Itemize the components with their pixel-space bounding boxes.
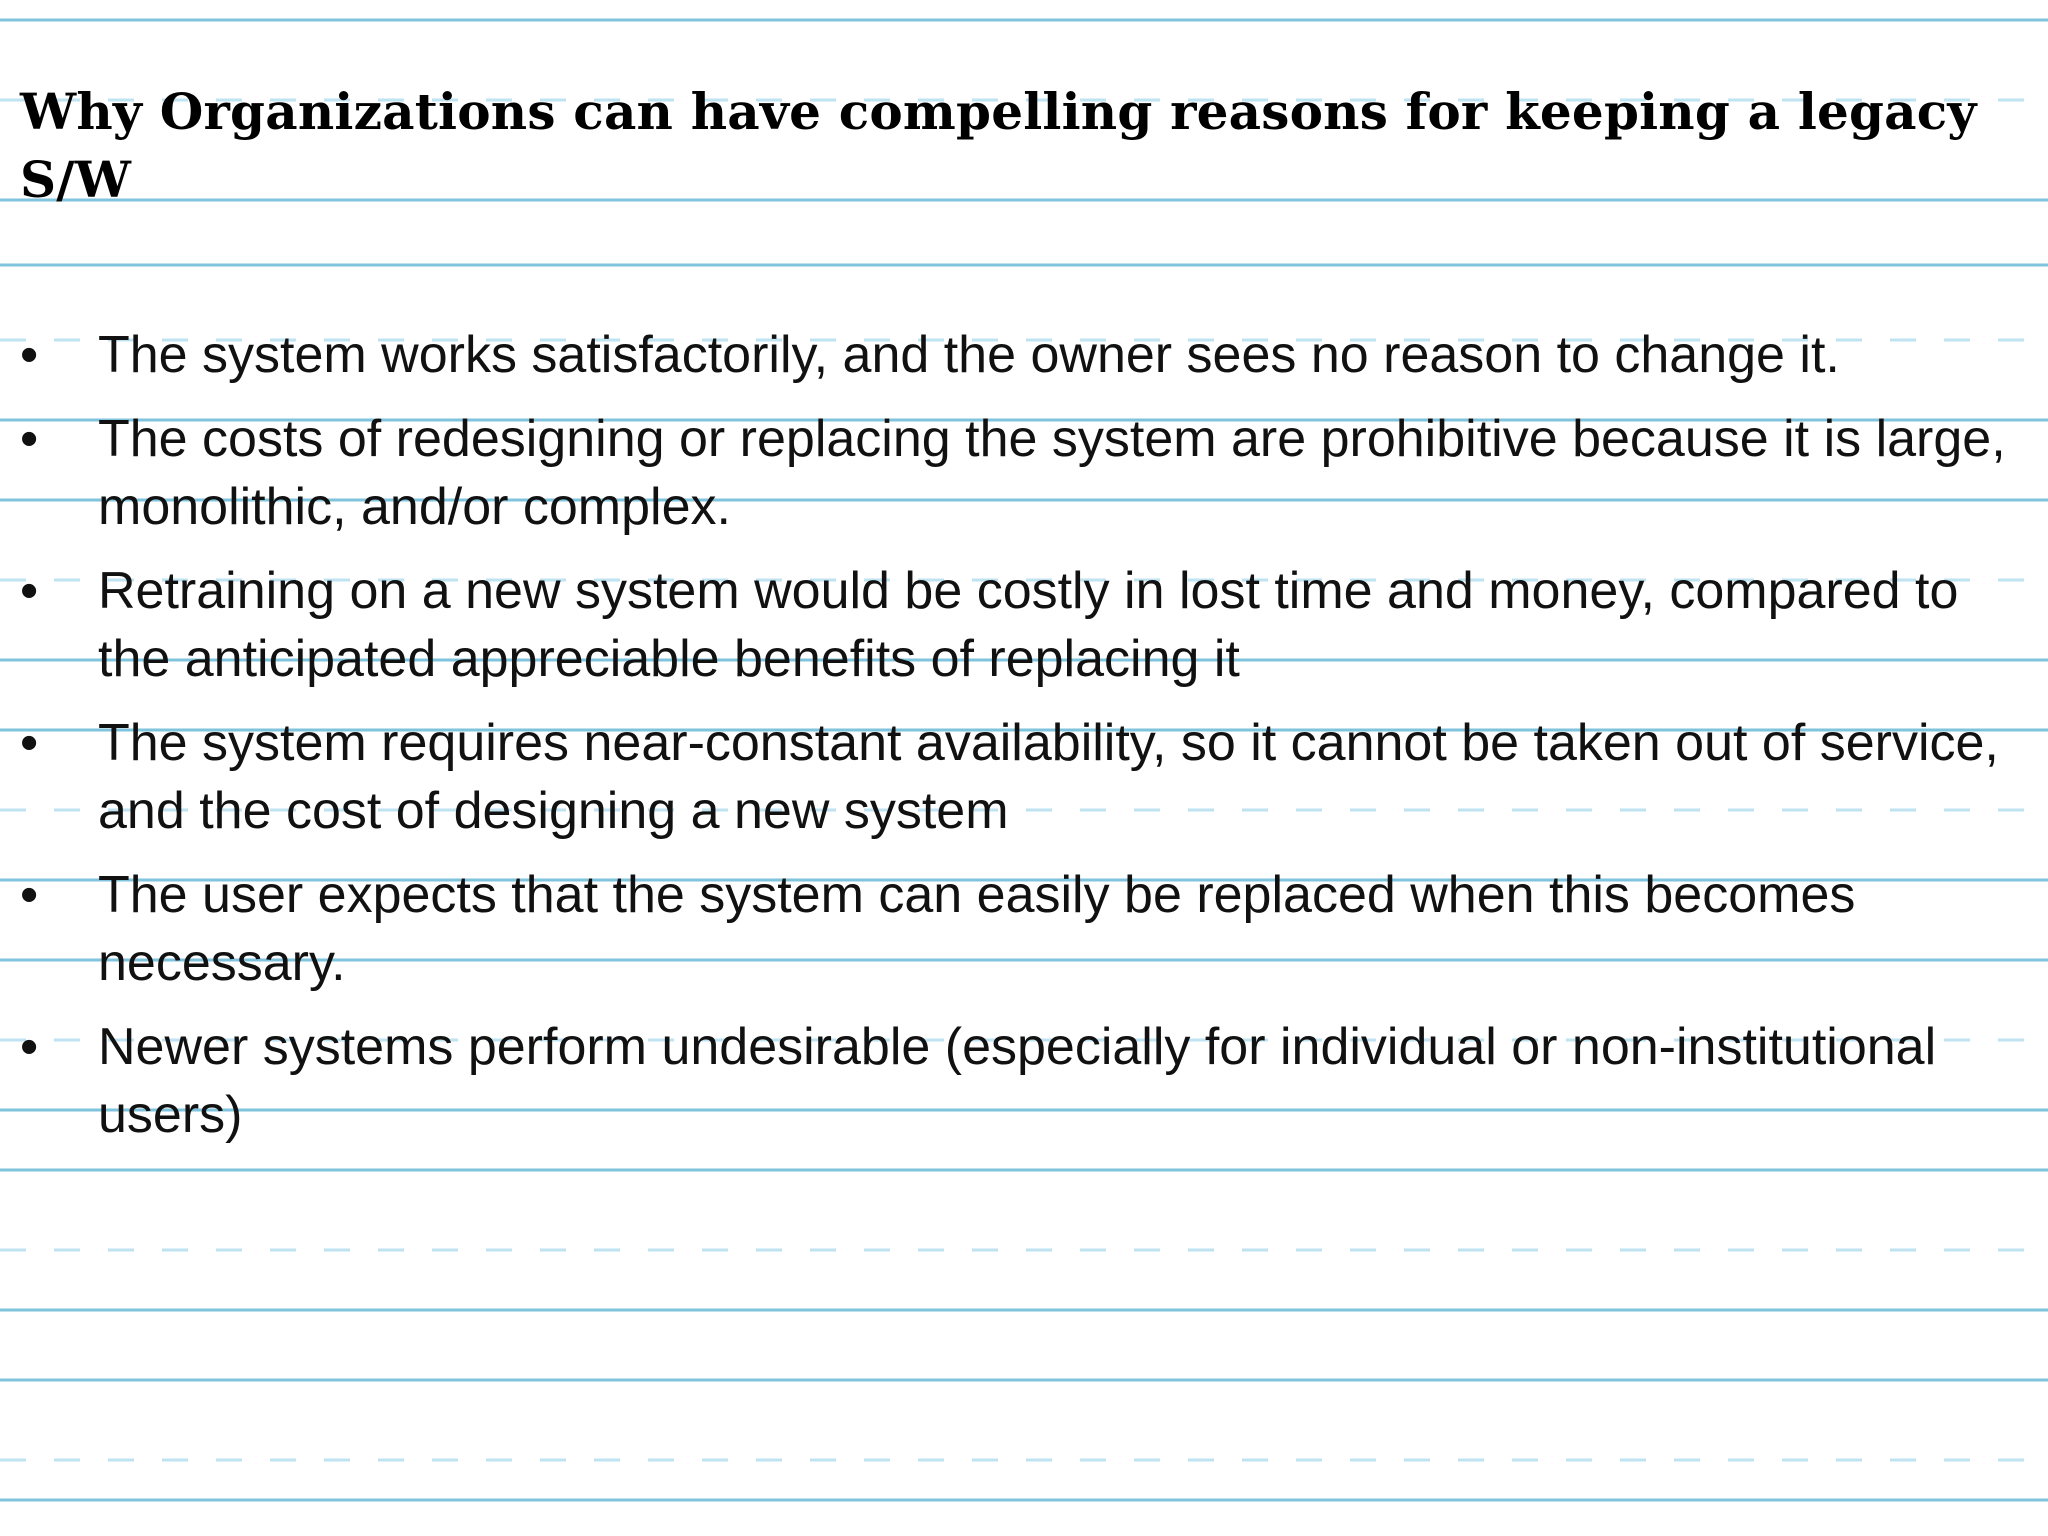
bullet-item bbox=[20, 321, 2030, 389]
bullet-item bbox=[20, 557, 2030, 693]
bullet-text: Newer systems perform undesirable (especially for individual or non-institutional users) bbox=[98, 1018, 1937, 1144]
slide-title: Why Organizations can have compelling reasons for keeping a legacy S/W bbox=[20, 82, 1977, 209]
bullet-dot: • bbox=[20, 866, 39, 924]
bullet-item bbox=[20, 1013, 2030, 1149]
bullet-item bbox=[20, 709, 2030, 845]
bullet-text: The user expects that the system can easily be replaced when this becomes necessary. bbox=[98, 866, 1856, 992]
bullet-dot: • bbox=[20, 326, 39, 384]
bullet-list bbox=[20, 321, 2030, 1165]
bullet-text: The system requires near-constant availability, so it cannot be taken out of service, and the cost of designing a new system bbox=[98, 714, 1999, 840]
bullet-item bbox=[20, 861, 2030, 997]
bullet-dot: • bbox=[20, 410, 39, 468]
bullet-dot: • bbox=[20, 1018, 39, 1076]
bullet-text: The system works satisfactorily, and the owner sees no reason to change it. bbox=[98, 326, 1840, 384]
bullet-dot: • bbox=[20, 562, 39, 620]
bullet-text: Retraining on a new system would be costly in lost time and money, compared to the anticipated appreciable benefits of replacing it bbox=[98, 562, 1959, 688]
bullet-dot: • bbox=[20, 714, 39, 772]
bullet-text: The costs of redesigning or replacing the system are prohibitive because it is large, monolithic, and/or complex. bbox=[98, 410, 2006, 536]
bullet-item bbox=[20, 405, 2030, 541]
